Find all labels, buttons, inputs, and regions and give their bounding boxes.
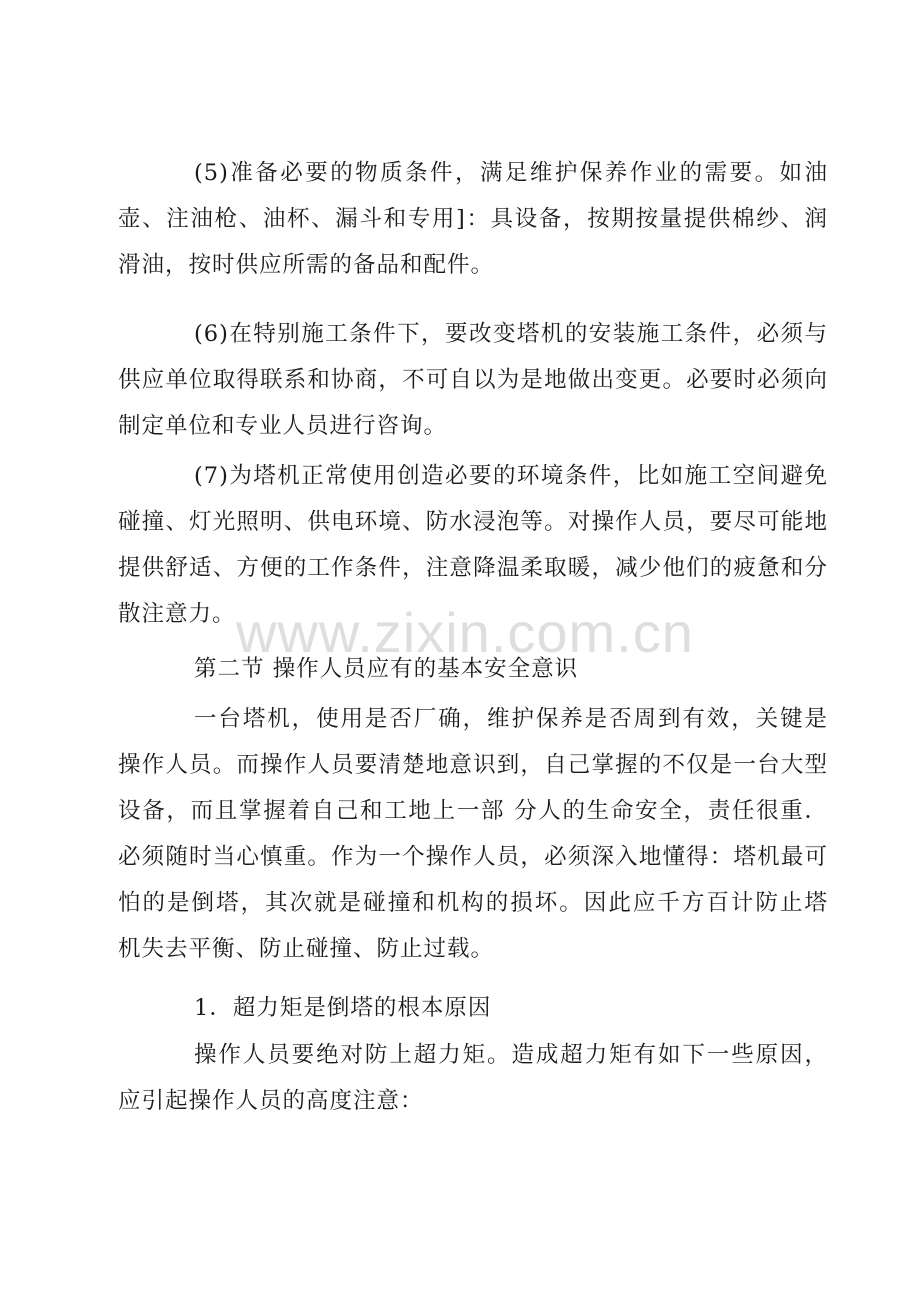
overtorque-paragraph: 操作人员要绝对防上超力矩。造成超力矩有如下一些原因，应引起操作人员的高度注意： xyxy=(118,1042,828,1114)
paragraph-item-7: (7)为塔机正常使用创造必要的环境条件，比如施工空间避免碰撞、灯光照明、供电环境、防水浸泡等。对操作人员，要尽可能地提供舒适、方便的工作条件，注意降温柔取暖，减少他们的疲惫和分散注意力。 xyxy=(118,463,828,627)
section-paragraph: 一台塔机，使用是否厂确，维护保养是否周到有效，关键是操作人员。而操作人员要清楚地意识到，自己掌握的不仅是一台大型设备，而且掌握着自己和工地上一部 分人的生命安全，责任很重．必须随时当心慎重。作为一个操作人员，必须深入地懂得：塔机最可怕的是倒塔，其次就是碰撞和机构的损坏。因此应千方百计防止塔 机失去平衡、防止碰撞、防止过载。 xyxy=(118,706,828,962)
paragraph-item-6: (6)在特别施工条件下，要改变塔机的安装施工条件，必须与供应单位取得联系和协商，不可自以为是地做出变更。必要时必须向制定单位和专业人员进行咨询。 xyxy=(118,321,828,439)
section-heading: 第二节 操作人员应有的基本安全意识 xyxy=(194,656,579,682)
paragraph-item-5: (5)准备必要的物质条件，满足维护保养作业的需要。如油壶、注油枪、油杯、漏斗和专用]：具设备，按期按量提供棉纱、润滑油，按时供应所需的备品和配件。 xyxy=(118,160,828,278)
subheading-overtorque: 1．超力矩是倒塔的根本原因 xyxy=(194,995,492,1021)
watermark-text: www.zixin.com.cn xyxy=(236,601,694,664)
